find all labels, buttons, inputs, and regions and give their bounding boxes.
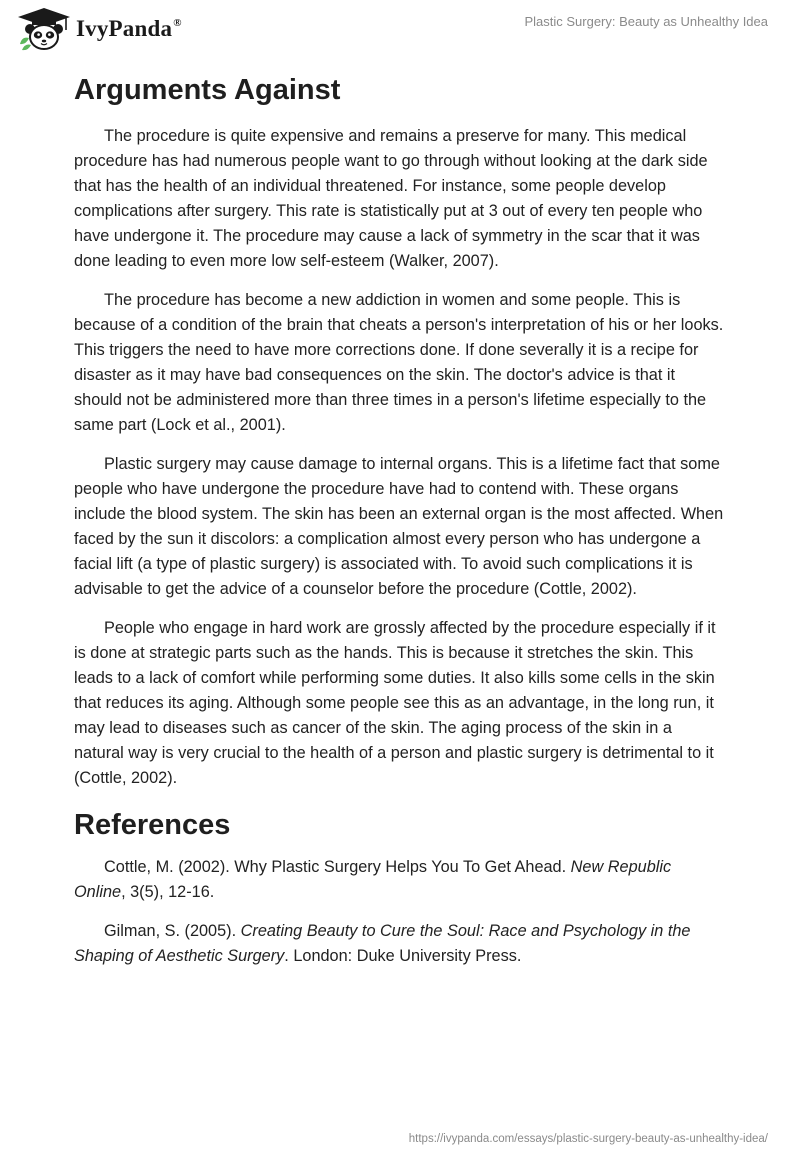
reference-text: Cottle, M. (2002). Why Plastic Surgery Helps You To Get Ahead. (104, 858, 571, 876)
section-heading: Arguments Against (74, 74, 341, 106)
paragraph: The procedure has become a new addiction in women and some people. This is because of a condition of the brain that cheats a person's interpretation of his or her looks. This triggers the need to have more corrections done. If done severally it is a recipe for disaster as it may have bad consequences on the skin. The doctor's advice is that it should not be administered more than three times in a person's lifetime especially to the same part (Lock et al., 2001). (74, 291, 724, 434)
reference-entry (74, 919, 724, 969)
paragraph: Plastic surgery may cause damage to internal organs. This is a lifetime fact that some people who have undergone the procedure have had to contend with. These organs include the blood system. The skin has been an external organ is the most affected. When faced by the sun it discolors: a complication almost every person who has undergone a facial lift (a type of plastic surgery) is associated with. To avoid such complications it is advisable to get the advice of a counselor before the procedure (Cottle, 2002). (74, 455, 724, 598)
paragraph: The procedure is quite expensive and remains a preserve for many. This medical procedure has had numerous people want to go through without looking at the dark side that has the health of an individual threatened. For instance, some people develop complications after surgery. This rate is statistically put at 3 out of every ten people who have undergone it. The procedure may cause a lack of symmetry in the scar that it was done leading to even more low self-esteem (Walker, 2007). (74, 127, 708, 270)
panda-graduate-icon (16, 6, 72, 52)
source-url-link[interactable]: https://ivypanda.com/essays/plastic-surgery-beauty-as-unhealthy-idea/ (408, 1133, 768, 1145)
references-heading: References (74, 809, 231, 841)
reference-source-title: Creating Beauty to Cure the Soul: Race and Psychology in the Shaping of Aesthetic Surgery (74, 922, 691, 965)
reference-details: . London: Duke University Press. (284, 947, 522, 965)
paragraph: People who engage in hard work are grossly affected by the procedure especially if it is done at strategic parts such as the hands. This is because it stretches the skin. This leads to a lack of comfort while performing some duties. It also kills some cells in the skin that reduces its aging. Although some people see this as an advantage, in the long run, it may lead to diseases such as cancer of the skin. The aging process of the skin in a natural way is very crucial to the health of a person and plastic surgery is detrimental to it (Cottle, 2002). (74, 619, 716, 787)
brand-name: IvyPanda® (76, 16, 182, 41)
reference-details: , 3(5), 12-16. (121, 883, 215, 901)
page-header (0, 0, 800, 64)
reference-entry (74, 855, 724, 905)
essay-body (74, 70, 724, 983)
ivypanda-logo[interactable] (16, 6, 182, 52)
trademark-symbol: ® (173, 17, 182, 29)
document-title: Plastic Surgery: Beauty as Unhealthy Idea (524, 14, 768, 29)
reference-source-title: New Republic Online (74, 858, 672, 901)
reference-text: Gilman, S. (2005). (104, 922, 241, 940)
